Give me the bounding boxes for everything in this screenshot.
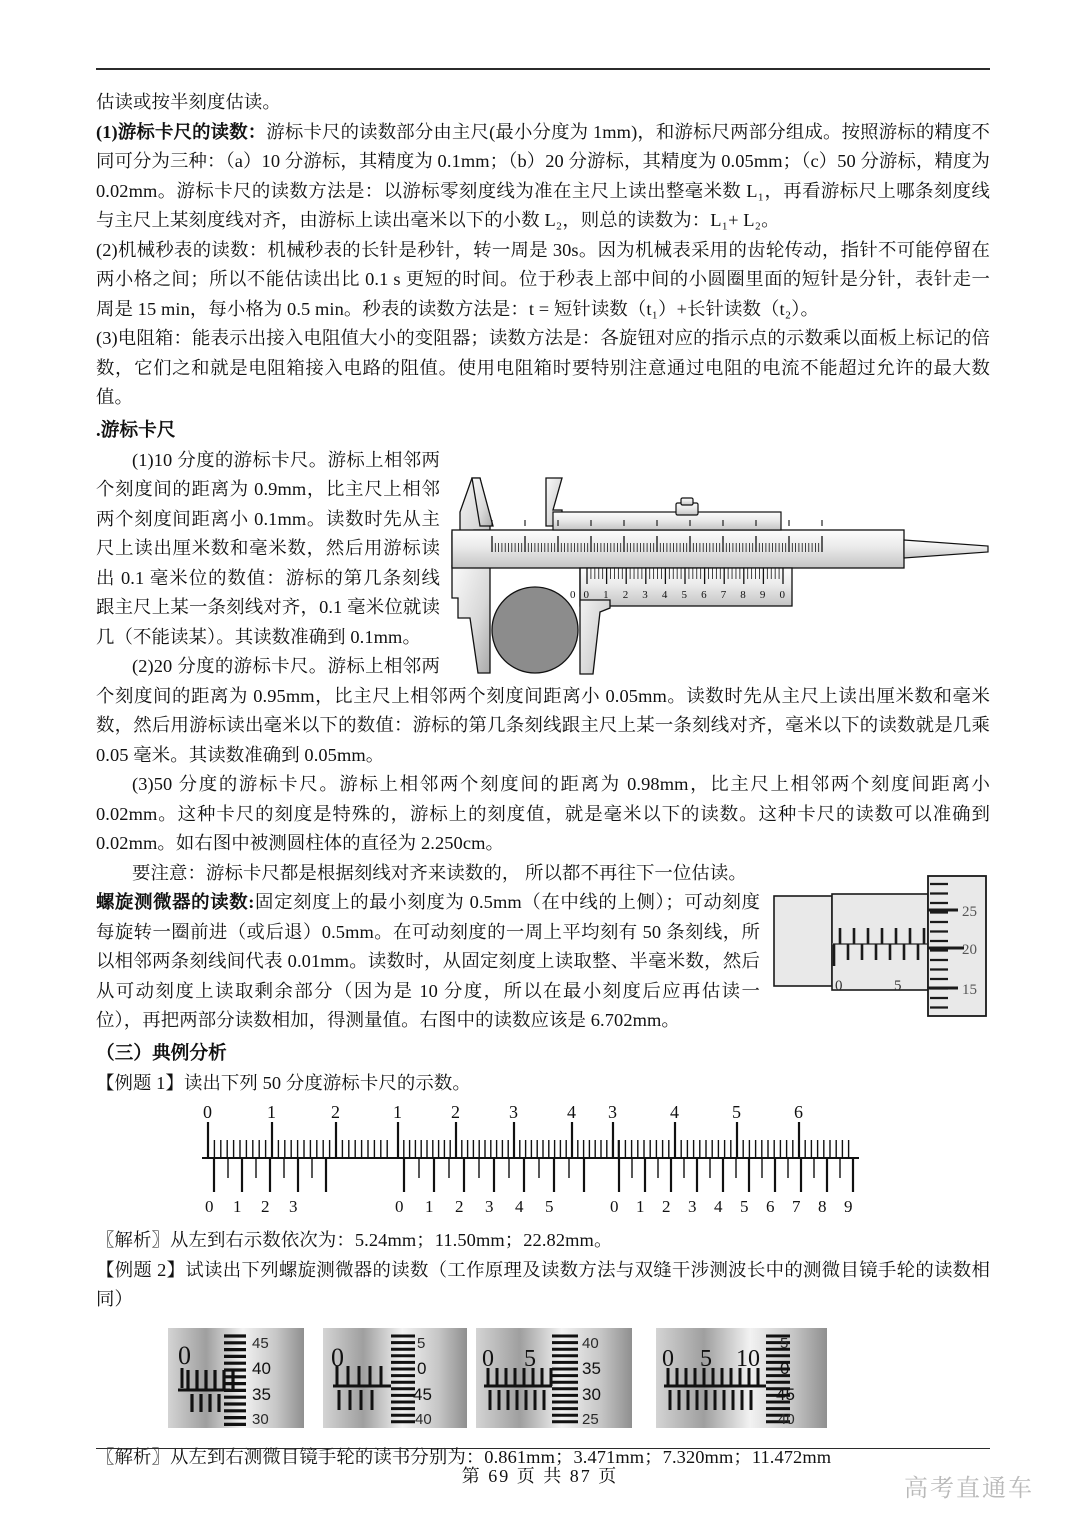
ex2-mic-1-th-45: 45 (252, 1334, 269, 1352)
svg-text:3: 3 (509, 1102, 518, 1122)
svg-text:1: 1 (233, 1197, 242, 1215)
section-title-examples: （三）典例分析 (96, 1042, 227, 1064)
micrometer-figure-wrap (96, 888, 990, 1036)
svg-text:5: 5 (732, 1102, 741, 1122)
ex2-mic-1-barrel-0: 0 (178, 1340, 191, 1370)
svg-text:0: 0 (205, 1197, 214, 1215)
footer-rule (96, 1448, 990, 1449)
ex2-mic-1-th-30: 30 (252, 1410, 269, 1428)
ex2-mic-2-th-45: 45 (413, 1384, 432, 1404)
svg-text:1: 1 (636, 1197, 645, 1215)
svg-text:5: 5 (545, 1197, 554, 1215)
ex2-mic-2-th-40: 40 (415, 1410, 432, 1428)
ex2-mic-2-th-0: 0 (417, 1358, 427, 1378)
svg-text:0: 0 (570, 588, 576, 601)
ex2-mic-2-svg (321, 1324, 469, 1432)
ex2-mic-2-barrel-0: 0 (331, 1342, 344, 1372)
ex2-mic-4-svg (654, 1324, 829, 1432)
ex2-mic-3-barrel-0: 0 (482, 1345, 494, 1372)
svg-text:5: 5 (740, 1197, 749, 1215)
ex2-mic-1-svg (166, 1324, 306, 1432)
svg-text:2: 2 (455, 1197, 464, 1215)
example2-figures (96, 1325, 990, 1437)
svg-text:1: 1 (267, 1102, 276, 1122)
ex2-mic-4-th-45: 45 (776, 1384, 795, 1404)
svg-text:5: 5 (681, 588, 687, 601)
example1-answer: 〖解析〗从左到右示数依次为：5.24mm；11.50mm；22.82mm。 (96, 1230, 613, 1250)
micrometer-barrel-label-0: 0 (835, 978, 843, 994)
watermark: 高考直通车 (904, 1474, 1034, 1502)
svg-text:4: 4 (661, 588, 668, 601)
micrometer-thimble-label-25: 25 (962, 904, 977, 920)
ex1-scale-2-svg (386, 1100, 636, 1215)
svg-text:1: 1 (393, 1102, 402, 1122)
svg-text:2: 2 (662, 1197, 671, 1215)
micrometer-main-figure (772, 870, 990, 1027)
svg-text:8: 8 (818, 1197, 827, 1215)
paragraph-vernier-label: (1)游标卡尺的读数： (96, 121, 267, 142)
svg-text:1: 1 (603, 588, 609, 601)
svg-text:6: 6 (701, 588, 707, 601)
ex2-mic-4-barrel-0: 0 (662, 1345, 674, 1372)
svg-text:4: 4 (515, 1197, 524, 1215)
vernier-caliper-svg (450, 448, 990, 678)
svg-text:0: 0 (610, 1197, 619, 1215)
ex2-mic-3-th-25: 25 (582, 1410, 599, 1428)
svg-text:3: 3 (289, 1197, 298, 1215)
paragraph-vernier-note: 要注意：游标卡尺都是根据刻线对齐来读数的， 所以都不再往下一位估读。 (132, 862, 747, 883)
header-rule (96, 68, 990, 70)
svg-text:0: 0 (395, 1197, 404, 1215)
paragraph-vernier-50: (3)50 分度的游标卡尺。游标上相邻两个刻度间的距离为 0.98mm，比主尺上相邻两个刻度间距离小 0.02mm。这种卡尺的刻度是特殊的，游标上的刻度值，就是毫米以下的读数。这种卡尺的读数可以准确到 0.02mm。如右图中被测圆柱体的直径为 2.250cm。 (96, 774, 990, 853)
svg-text:9: 9 (759, 588, 766, 601)
svg-text:9: 9 (844, 1197, 853, 1215)
svg-text:3: 3 (608, 1102, 617, 1122)
example2-answer: 〖解析〗从左到右测微目镜手轮的读书分别为：0.861mm；3.471mm；7.320mm；11.472mm (96, 1446, 832, 1467)
svg-text:6: 6 (794, 1102, 803, 1122)
svg-text:2: 2 (451, 1102, 460, 1122)
section-title-vernier: .游标卡尺 (96, 419, 176, 441)
svg-text:4: 4 (670, 1102, 679, 1122)
ex2-mic-3-th-30: 30 (582, 1384, 601, 1404)
page-number: 第 69 页 共 87 页 (461, 1466, 619, 1486)
svg-text:2: 2 (331, 1102, 340, 1122)
ex2-micrometer-3 (474, 1324, 634, 1437)
ex2-micrometer-2 (321, 1324, 469, 1437)
micrometer-text: 固定刻度上的最小刻度为 0.5mm（在中线的上侧）；可动刻度每旋转一圈前进（或后退）0.5mm。在可动刻度的一周上平均刻有 50 条刻线，所以相邻两条刻线间代表 0.01mm。读数时，从固定刻度上读取整、半毫米数，然后从可动刻度上读取剩余部分（因为是 10 分度，所以在最小刻度后应再估读一位），再把两部分读数相加，得测量值。右图中的读数应该是 6.702mm。 (96, 892, 760, 1030)
ex2-mic-4-th-0: 0 (780, 1358, 790, 1378)
ex1-scale-3 (601, 1100, 861, 1220)
ex2-mic-4-th-5: 5 (780, 1334, 789, 1352)
page-content (96, 88, 990, 1472)
micrometer-barrel-label-5: 5 (894, 978, 902, 994)
paragraph-resistance-box: (3)电阻箱：能表示出接入电阻值大小的变阻器；读数方法是：各旋钮对应的指示点的示数乘以面板上标记的倍数，它们之和就是电阻箱接入电路的阻值。使用电阻箱时要特别注意通过电阻的电流不能超过允许的最大数值。 (96, 328, 990, 407)
ex2-micrometer-1 (166, 1324, 306, 1437)
vernier-figure-wrap (96, 446, 990, 889)
svg-text:6: 6 (766, 1197, 775, 1215)
svg-text:3: 3 (688, 1197, 697, 1215)
ex2-mic-3-th-35: 35 (582, 1358, 601, 1378)
paragraph-vernier-20: (2)20 分度的游标卡尺。游标上相邻两个刻度间的距离为 0.95mm，比主尺上相邻两个刻度间距离小 0.05mm。读数时先从主尺上读出厘米数和毫米数，然后用游标读出毫米以下的数值：游标的第几条刻线跟主尺上某一条刻线对齐，毫米以下的读数就是几乘 0.05 毫米。其读数准确到 0.05mm。 (96, 656, 990, 765)
paragraph-vernier-10: (1)10 分度的游标卡尺。游标上相邻两个刻度间的距离为 0.9mm，比主尺上相邻两个刻度间距离小 0.1mm。读数时先从主尺上读出厘米数和毫米数，然后用游标读出 0.1 毫米位的数值：游标的第几条刻线跟主尺上某一条刻线对齐，0.1 毫米位就读几（不能读某）。其读数准确到 0.1mm。 (96, 449, 440, 647)
svg-text:4: 4 (714, 1197, 723, 1215)
svg-text:7: 7 (720, 588, 727, 601)
ex2-mic-1-th-35: 35 (252, 1384, 271, 1404)
example1-figures (96, 1100, 990, 1220)
paragraph-vernier-reading (96, 118, 990, 236)
paragraph-vernier-text: 游标卡尺的读数部分由主尺(最小分度为 1mm)，和游标尺两部分组成。按照游标的精度不同可分为三种：（a）10 分游标，其精度为 0.1mm；（b）20 分游标，其精度为 0.05mm；（c）50 分游标，精度为 0.02mm。游标卡尺的读数方法是：以游标零刻度线为准在主尺上读出整毫米数 L₁，再看游标尺上哪条刻度线与主尺上某刻度线对齐，由游标上读出毫米以下的小数 L₂，则总的读数为：L₁+ L₂。 (96, 121, 990, 230)
micrometer-thimble-label-15: 15 (962, 982, 977, 998)
ex2-mic-4-barrel-10: 10 (736, 1345, 760, 1372)
svg-text:3: 3 (642, 588, 648, 601)
ex1-scale-2 (386, 1100, 636, 1220)
example2-title: 【例题 2】试读出下列螺旋测微器的读数（工作原理及读数方法与双缝干涉测波长中的测微目镜手轮的读数相同） (96, 1259, 990, 1309)
ex1-scale-3-svg (601, 1100, 861, 1215)
svg-text:4: 4 (567, 1102, 576, 1122)
vernier-caliper-figure (450, 448, 990, 678)
measured-cylinder (492, 587, 578, 673)
micrometer-label: 螺旋测微器的读数: (96, 892, 255, 912)
svg-text:8: 8 (740, 588, 746, 601)
ex2-mic-4-th-40: 40 (778, 1410, 795, 1428)
micrometer-main-svg (772, 870, 990, 1022)
example1-title: 【例题 1】读出下列 50 分度游标卡尺的示数。 (96, 1072, 471, 1093)
svg-text:0: 0 (779, 588, 785, 601)
svg-text:3: 3 (485, 1197, 494, 1215)
svg-text:2: 2 (622, 588, 629, 601)
ex2-mic-3-svg (474, 1324, 634, 1432)
micrometer-thimble-label-20: 20 (962, 942, 977, 958)
ex2-micrometer-4 (654, 1324, 829, 1437)
ex2-mic-3-barrel-5: 5 (524, 1345, 536, 1372)
paragraph-stopwatch: (2)机械秒表的读数：机械秒表的长针是秒针，转一周是 30s。因为机械表采用的齿轮传动，指针不可能停留在两小格之间；所以不能估读出比 0.1 s 更短的时间。位于秒表上部中间的小圆圈里面的短针是分针，表针走一周是 15 min，每小格为 0.5 min。秒表的读数方法是：t = 短针读数（t₁）+长针读数（t₂）。 (96, 239, 990, 319)
svg-text:1: 1 (425, 1197, 434, 1215)
ex2-mic-3-th-40: 40 (582, 1334, 599, 1352)
svg-text:0: 0 (583, 588, 589, 601)
intro-line: 估读或按半刻度估读。 (96, 92, 281, 112)
ex2-mic-4-barrel-5: 5 (700, 1345, 712, 1372)
ex2-mic-1-th-40: 40 (252, 1358, 271, 1378)
svg-text:0: 0 (203, 1102, 212, 1122)
svg-text:2: 2 (261, 1197, 270, 1215)
svg-text:7: 7 (792, 1197, 801, 1215)
ex2-mic-2-th-5: 5 (417, 1334, 426, 1352)
